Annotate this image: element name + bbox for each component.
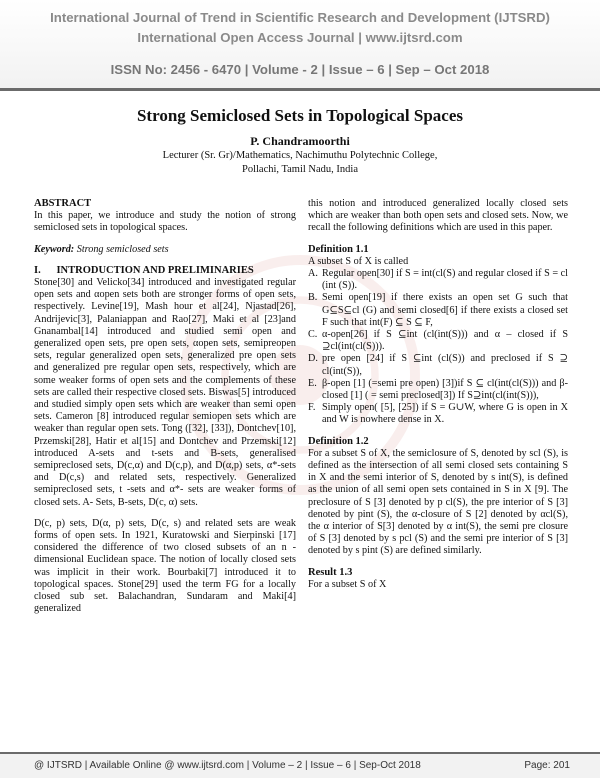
section-heading: [34, 265, 296, 277]
journal-name: International Journal of Trend in Scientific Research and Development (IJTSRD): [50, 10, 550, 25]
paper-title: Strong Semiclosed Sets in Topological Spaces: [136, 106, 464, 125]
definition-1-1-intro: A subset S of X is called: [308, 255, 409, 267]
affiliation-line-2: Pollachi, Tamil Nadu, India: [241, 164, 358, 175]
section-number: I.: [34, 264, 41, 276]
abstract-heading: ABSTRACT: [34, 198, 92, 209]
definition-item: D. pre open [24] if S ⊆int (cl(S)) and preclosed if S ⊇ cl(int(S)),: [308, 353, 568, 377]
keywords: [34, 244, 296, 256]
page-footer: [0, 752, 600, 778]
result-1-3-text: For a subset S of X: [308, 578, 387, 590]
paper-author: P. Chandramoorthi: [250, 134, 350, 148]
journal-subtitle: International Open Access Journal | www.ijtsrd.com: [137, 30, 463, 45]
definition-item: A. Regular open[30] if S = int(cl(S) and regular closed if S = cl (int (S)).: [308, 268, 568, 292]
definition-1-2-heading: Definition 1.2: [308, 435, 369, 447]
footer-citation: @ IJTSRD | Available Online @ www.ijtsrd.com | Volume – 2 | Issue – 6 | Sep-Oct 2018: [34, 760, 421, 771]
keywords-text: Strong semiclosed sets: [76, 243, 169, 255]
definition-list: [308, 268, 568, 427]
section-title: INTRODUCTION AND PRELIMINARIES: [56, 264, 254, 276]
definition-1-2-text: For a subset S of X, the semiclosure of S, denoted by scl (S), is defined as the intersection of all semi closed sets containing S in X and the semi interior of S, denoted by s int(S), is defined as the union of all semi open sets contained in S in X [9]. The preclosure of S [3] denoted by p cl(S), the pre interior of S [3] denoted by pint (S), the α-closure of S [2] denoted by αcl(S), the α interior of S[3] denoted by α int(S), the semi pre closure of S [3] denoted by s pcl (S) and the semi pre interior of S [3] denoted by s pint (S) are defined similarly.: [308, 447, 568, 557]
affiliation-line-1: Lecturer (Sr. Gr)/Mathematics, Nachimuthu Polytechnic College,: [162, 150, 438, 161]
left-column: [34, 198, 296, 616]
definition-1-1-heading: Definition 1.1: [308, 243, 369, 255]
journal-header: [0, 0, 600, 91]
intro-paragraph-1: Stone[30] and Velicko[34] introduced and investigated regular open sets and αopen sets both are stronger forms of open sets, respectively. Levine[19], Mash hour et al[24], Njastad[26], Andrijevic[3], Palaniappan and Rao[27], Maki et al [23]and Gnanambal[14] introduced and studied semi open and generalized open sets, pre open sets, αopen sets, semipreopen sets, regular generalized open sets, generalized pre open sets and generalized pre regular open sets, respectively, which are some weaker forms of open sets and the complements of these sets are called their respective closed sets. Biswas[5] introduced and studied simply open sets which are weaker than semi open sets. Cameron [8] introduced regular semiopen sets which are weaker than regular open sets. Tong ([32], [33]), Dontchev[10], Przemski[28], Hatir et al[15] and Dontchev and Przemski[12] introduced A-sets and t-sets and B-sets, generalised semipreclosed sets, D(c,α) and D(c,p), and D(α,p) sets, α*-sets and D(c,s) and related sets, respectively. Generalized semipreclosed sets, t -sets and α*- sets are weaker forms of closed sets. A- Sets, B-sets, D(c, α) sets.: [34, 277, 296, 508]
intro-paragraph-2: D(c, p) sets, D(α, p) sets, D(c, s) and related sets are weak forms of open sets. In 1921, Kuratowski and Sierpinski [17] considered the difference of two closed subsets of an n - dimensional Euclidean space. The notion of locally closed sets was implicit in their work. Bourbaki[7] introduced it to topological spaces. Stone[29] used the term FG for a locally closed sub set. Balachandran, Sundaram and Maki[4] generalized: [34, 517, 296, 615]
author-affiliation: [0, 149, 600, 177]
page-number: Page: 201: [524, 760, 570, 771]
result-1-3-heading: Result 1.3: [308, 566, 353, 578]
issn-line: ISSN No: 2456 - 6470 | Volume - 2 | Issue – 6 | Sep – Oct 2018: [110, 62, 490, 77]
keywords-label: Keyword:: [34, 243, 75, 255]
continued-paragraph: this notion and introduced generalized locally closed sets which are weaker than both open sets and closed sets. Now, we recall the following definitions which are used in this paper.: [308, 198, 568, 234]
definition-item: F. Simply open( [5], [25]) if S = G∪W, where G is open in X and W is nowhere dense in X.: [308, 402, 568, 426]
abstract-text: In this paper, we introduce and study the notion of strong semiclosed sets in topological spaces.: [34, 210, 296, 234]
definition-item: B. Semi open[19] if there exists an open set G such that G⊆S⊆cl (G) and semi closed[6] if there exists a closed set F such that int(F) ⊆ S ⊆ F,: [308, 292, 568, 328]
definition-item: E. β-open [1] (=semi pre open) [3])if S ⊆ cl(int(cl(S))) and β-closed [1] ( = semi preclosed[3]) If S⊇int(cl(int(S))),: [308, 377, 568, 402]
right-column: [308, 198, 568, 591]
definition-item: C. α-open[26] if S ⊆int (cl(int(S))) and α – closed if S ⊇cl(int(cl(S))).: [308, 329, 568, 353]
